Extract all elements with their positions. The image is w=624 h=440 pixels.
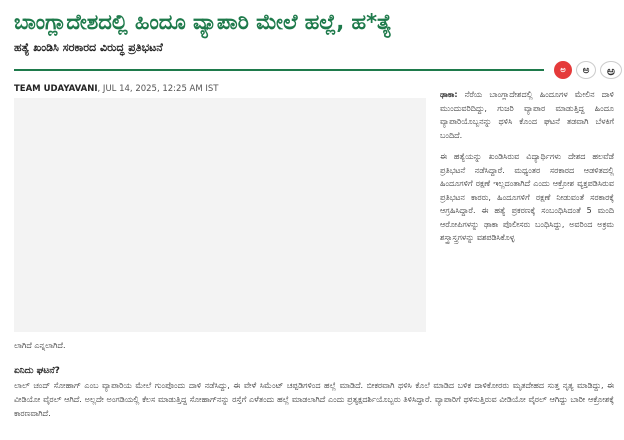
paragraph-1-text: ನೆರೆಯ ಬಾಂಗ್ಲಾದೇಶದಲ್ಲಿ ಹಿಂದೂಗಳ ಮೇಲಿನ ದಾಳಿ ಮುಂದುವರಿದಿದ್ದು, ಗುಜರಿ ವ್ಯಾಪಾರ ಮಾಡುತ್ತಿದ್ದ ಹಿಂದೂ ವ್ಯಾಪಾರಿಯೊಬ್ಬನನ್ನು ಥಳಿಸಿ ಕೊಂದ ಘಟನೆ ತಡವಾಗಿ ಬೆಳಕಿಗೆ ಬಂದಿದೆ. <box>440 90 614 140</box>
article-image <box>14 98 426 332</box>
article-paragraph-1 <box>440 88 614 142</box>
font-size-large-button[interactable]: ಅ <box>600 61 622 79</box>
dateline: ಢಾಕಾ: <box>440 90 458 99</box>
author-name[interactable]: TEAM UDAYAVANI <box>14 84 98 94</box>
font-size-small-button[interactable]: ಅ <box>554 61 572 79</box>
divider-row <box>14 60 614 80</box>
article-subheadline: ಹತ್ಯೆ ಖಂಡಿಸಿ ಸರಕಾರದ ವಿರುದ್ಧ ಪ್ರತಿಭಟನೆ <box>14 41 163 54</box>
article-paragraph-3: ಲಾಲ್ ಚಂದ್ ಸೋಹಾಗ್ ಎಂಬ ವ್ಯಾಪಾರಿಯ ಮೇಲೆ ಗುಂಪೊಂದು ದಾಳಿ ನಡೆಸಿದ್ದು, ಈ ವೇಳೆ ಸಿಮೆಂಟ್ ಚಪ್ಪಡಿಗಳಿಂದ ಹಲ್ಲೆ ಮಾಡಿದೆ. ಬೀಕರವಾಗಿ ಥಳಿಸಿ ಕೊಲೆ ಮಾಡಿದ ಬಳಿಕ ದಾಳಿಕೋರರು ಮೃತದೇಹದ ಸುತ್ತ ನೃತ್ಯ ಮಾಡಿದ್ದು, ಈ ವೀಡಿಯೋ ವೈರಲ್ ಆಗಿದೆ. ಅಲ್ಲದೇ ಅಂಗಡಿಯಲ್ಲಿ ಕೆಲಸ ಮಾಡುತ್ತಿದ್ದ ಸೋಹಾಗ್‌ನನ್ನು ರಸ್ತೆಗೆ ಎಳೆತಂದು ಹಲ್ಲೆ ಮಾಡಲಾಗಿದೆ ಎಂದು ಪ್ರತ್ಯಕ್ಷದರ್ಶಿಯೊಬ್ಬರು ತಿಳಿಸಿದ್ದಾರೆ. ವ್ಯಾಪಾರಿಗೆ ಥಳಿಸುತ್ತಿರುವ ವೀಡಿಯೋ ವೈರಲ್ ಆಗಿದ್ದು ಬಾರೀ ಆಕ್ರೋಶಕ್ಕೆ ಕಾರಣವಾಗಿದೆ. <box>14 381 614 418</box>
article-paragraph-2: ಈ ಹತ್ಯೆಯನ್ನು ಖಂಡಿಸಿರುವ ವಿದ್ಯಾರ್ಥಿಗಳು ದೇಶದ ಹಲವೆಡೆ ಪ್ರತಿಭಟನೆ ನಡೆಸಿದ್ದಾರೆ. ಮಧ್ಯಂತರ ಸರಕಾರದ ಆಡಳಿತದಲ್ಲಿ ಹಿಂದೂಗಳಿಗೆ ರಕ್ಷಣೆ ಇಲ್ಲದಂತಾಗಿದೆ ಎಂದು ಆಕ್ರೋಶ ವ್ಯಕ್ತಪಡಿಸಿರುವ ಪ್ರತಿಭಟನ ಕಾರರು, ಹಿಂದೂಗಳಿಗೆ ರಕ್ಷಣೆ ನೀಡುವಂತೆ ಸರಕಾರಕ್ಕೆ ಆಗ್ರಹಿಸಿದ್ದಾರೆ. ಈ ಹತ್ಯೆ ಪ್ರಕರಣಕ್ಕೆ ಸಂಬಂಧಿಸಿದಂತೆ 5 ಮಂದಿ ಆರೋಪಿಗಳನ್ನು ಢಾಕಾ ಪೊಲೀಸರು ಬಂಧಿಸಿದ್ದು, ಅವರಿಂದ ಅಕ್ರಮ ಶಸ್ತ್ರಾಸ್ತ್ರಗಳನ್ನು ವಶಪಡಿಸಿಕೊಳ್ಳ <box>440 152 614 242</box>
byline <box>14 83 424 95</box>
section-heading: ಏನಿದು ಘಟನೆ? <box>14 366 60 376</box>
article-headline: ಬಾಂಗ್ಲಾದೇಶದಲ್ಲಿ ಹಿಂದೂ ವ್ಯಾಪಾರಿ ಮೇಲೆ ಹಲ್ಲೆ, ಹ*ತ್ಯೆ <box>14 10 392 34</box>
publish-date: , JUL 14, 2025, 12:25 AM IST <box>97 84 219 94</box>
font-size-medium-button[interactable]: ಅ <box>576 61 596 79</box>
headline-divider <box>14 69 544 71</box>
paragraph-2-continuation: ಲಾಗಿದೆ ಎನ್ನಲಾಗಿದೆ. <box>14 341 66 350</box>
article-sidebar-text <box>440 88 614 253</box>
